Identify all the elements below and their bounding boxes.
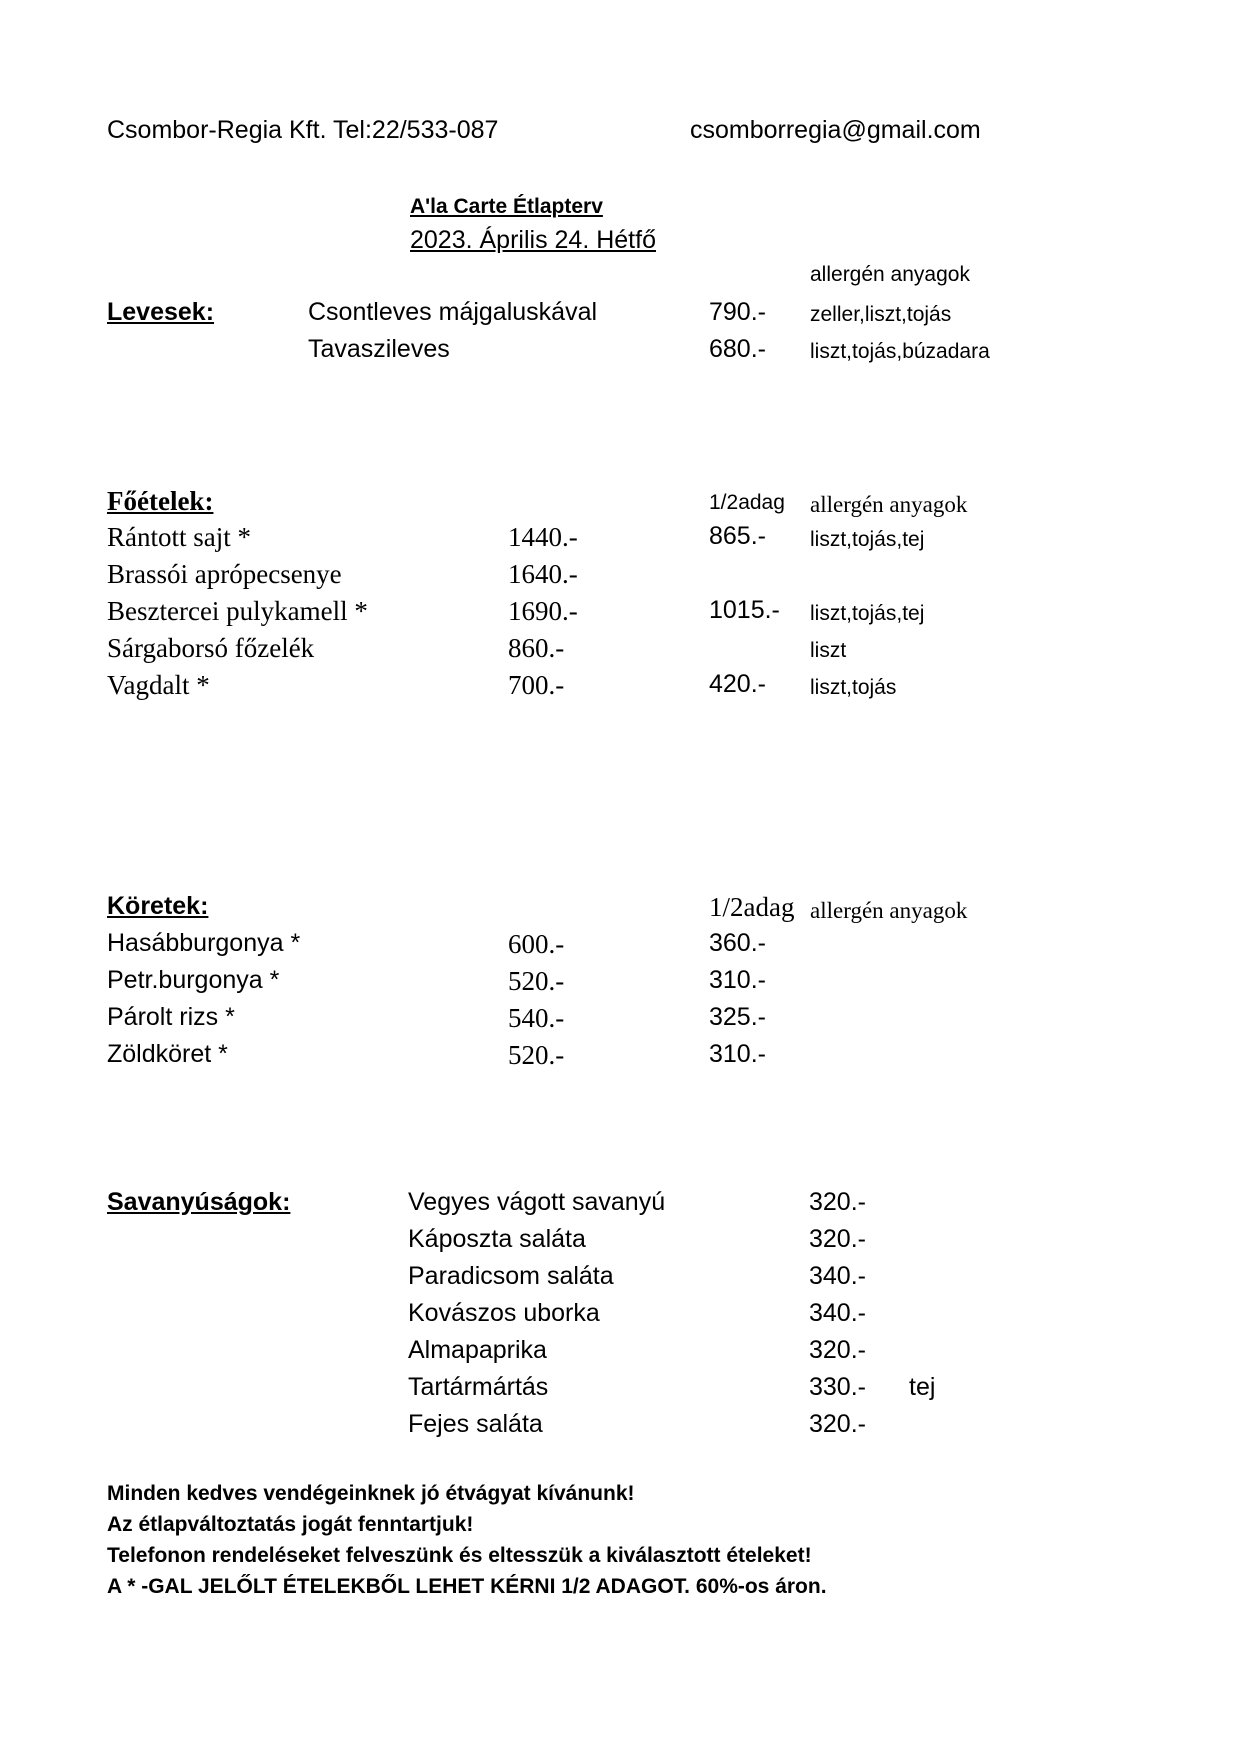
pickle-allergens: tej — [909, 1373, 936, 1401]
main-dish-half-price: 865.- — [709, 522, 766, 550]
sides-heading: Köretek: — [107, 892, 209, 920]
side-dish-price: 600.- — [508, 929, 565, 959]
main-dish-price: 1440.- — [508, 522, 578, 552]
pickle-price: 320.- — [809, 1410, 866, 1438]
main-dish-allergens: liszt,tojás,tej — [810, 528, 925, 551]
soups-allergen-header: allergén anyagok — [810, 263, 970, 286]
menu-date: 2023. Április 24. Hétfő — [410, 226, 656, 254]
footer-line: Minden kedves vendégeinknek jó étvágyat kívánunk! — [107, 1482, 635, 1505]
main-dish-name: Brassói aprópecsenye — [107, 559, 342, 589]
side-dish-name: Petr.burgonya * — [107, 966, 280, 994]
pickles-heading: Savanyúságok: — [107, 1188, 291, 1216]
pickle-name: Fejes saláta — [408, 1410, 543, 1438]
main-dish-price: 1640.- — [508, 559, 578, 589]
main-dish-half-price: 1015.- — [709, 596, 780, 624]
main-dish-name: Rántott sajt * — [107, 522, 251, 552]
side-dish-name: Zöldköret * — [107, 1040, 228, 1068]
side-dish-half-price: 325.- — [709, 1003, 766, 1031]
pickle-name: Tartármártás — [408, 1373, 549, 1401]
page-title: A'la Carte Étlapterv — [410, 195, 603, 218]
pickle-name: Almapaprika — [408, 1336, 547, 1364]
main-dish-name: Besztercei pulykamell * — [107, 596, 368, 626]
pickle-name: Kovászos uborka — [408, 1299, 600, 1327]
side-dish-half-price: 310.- — [709, 966, 766, 994]
side-dish-half-price: 360.- — [709, 929, 766, 957]
side-dish-price: 520.- — [508, 1040, 565, 1070]
company-info: Csombor-Regia Kft. Tel:22/533-087 — [107, 116, 499, 144]
main-dish-price: 1690.- — [508, 596, 578, 626]
main-dish-price: 860.- — [508, 633, 565, 663]
main-dish-name: Sárgaborsó főzelék — [107, 633, 315, 663]
pickle-price: 320.- — [809, 1225, 866, 1253]
main-dish-name: Vagdalt * — [107, 670, 210, 700]
footer-line: Telefonon rendeléseket felveszünk és eltesszük a kiválasztott ételeket! — [107, 1544, 812, 1567]
side-dish-price: 540.- — [508, 1003, 565, 1033]
pickle-name: Káposzta saláta — [408, 1225, 586, 1253]
sides-half-header: 1/2adag — [709, 892, 795, 922]
soup-allergens: zeller,liszt,tojás — [810, 303, 952, 326]
soup-name: Tavaszileves — [308, 335, 450, 363]
main-dish-half-price: 420.- — [709, 670, 766, 698]
pickle-price: 340.- — [809, 1262, 866, 1290]
sides-allergen-header: allergén anyagok — [810, 898, 968, 923]
footer-line: A * -GAL JELŐLT ÉTELEKBŐL LEHET KÉRNI 1/2 ADAGOT. 60%-os áron. — [107, 1575, 827, 1598]
side-dish-half-price: 310.- — [709, 1040, 766, 1068]
footer-line: Az étlapváltoztatás jogát fenntartjuk! — [107, 1513, 474, 1536]
main-dish-allergens: liszt,tojás,tej — [810, 602, 925, 625]
side-dish-name: Párolt rizs * — [107, 1003, 235, 1031]
mains-heading: Főételek: — [107, 486, 214, 516]
side-dish-price: 520.- — [508, 966, 565, 996]
pickle-price: 320.- — [809, 1188, 866, 1216]
soup-name: Csontleves májgaluskával — [308, 298, 598, 326]
soup-price: 790.- — [709, 298, 766, 326]
pickle-name: Paradicsom saláta — [408, 1262, 614, 1290]
pickle-price: 340.- — [809, 1299, 866, 1327]
soups-heading: Levesek: — [107, 298, 215, 326]
side-dish-name: Hasábburgonya * — [107, 929, 301, 957]
soup-price: 680.- — [709, 335, 766, 363]
main-dish-price: 700.- — [508, 670, 565, 700]
mains-allergen-header: allergén anyagok — [810, 492, 968, 517]
pickle-price: 330.- — [809, 1373, 866, 1401]
soup-allergens: liszt,tojás,búzadara — [810, 340, 990, 363]
main-dish-allergens: liszt,tojás — [810, 676, 897, 699]
main-dish-allergens: liszt — [810, 639, 847, 662]
pickle-name: Vegyes vágott savanyú — [408, 1188, 666, 1216]
pickle-price: 320.- — [809, 1336, 866, 1364]
mains-half-header: 1/2adag — [709, 491, 785, 514]
email-address[interactable]: csomborregia@gmail.com — [690, 116, 981, 144]
